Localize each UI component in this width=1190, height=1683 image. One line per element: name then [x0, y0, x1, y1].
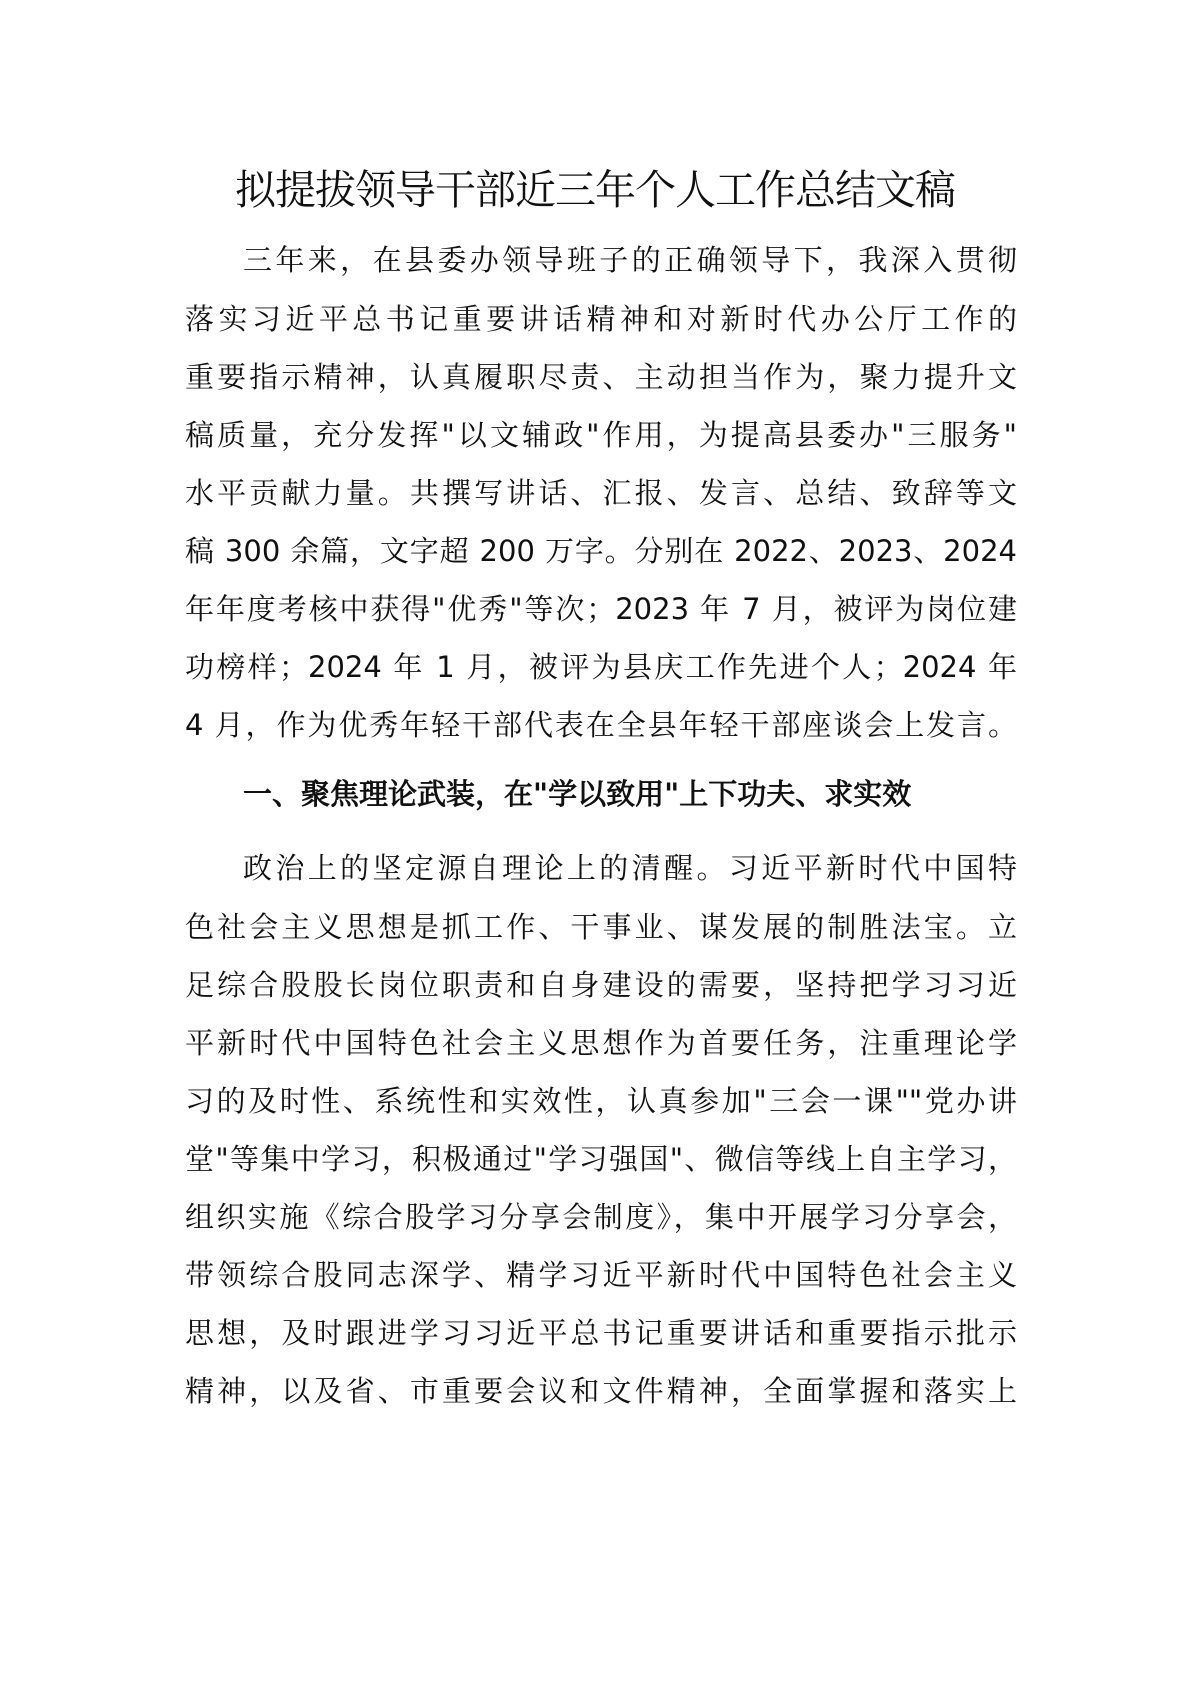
section-line: 精神，以及省、市重要会议和文件精神，全面掌握和落实上: [185, 1374, 1017, 1408]
intro-line: 三年来，在县委办领导班子的正确领导下，我深入贯彻: [243, 243, 1017, 277]
section-line: 堂"等集中学习，积极通过"学习强国"、微信等线上自主学习，: [185, 1142, 1017, 1176]
section-line: 色社会主义思想是抓工作、干事业、谋发展的制胜法宝。立: [185, 910, 1017, 944]
intro-line: 水平贡献力量。共撰写讲话、汇报、发言、总结、致辞等文: [185, 476, 1017, 510]
intro-line: 4 月，作为优秀年轻干部代表在全县年轻干部座谈会上发言。: [185, 708, 1017, 742]
section-line: 带领综合股同志深学、精学习近平新时代中国特色社会主义: [185, 1258, 1017, 1292]
section-line: 习的及时性、系统性和实效性，认真参加"三会一课""党办讲: [185, 1084, 1017, 1118]
intro-line: 功榜样；2024 年 1 月，被评为县庆工作先进个人；2024 年: [185, 650, 1017, 684]
intro-line: 年年度考核中获得"优秀"等次；2023 年 7 月，被评为岗位建: [185, 592, 1017, 626]
intro-line: 稿质量，充分发挥"以文辅政"作用，为提高县委办"三服务": [185, 418, 1017, 452]
document-title: 拟提拔领导干部近三年个人工作总结文稿: [235, 166, 955, 214]
section-line: 思想，及时跟进学习习近平总书记重要讲话和重要指示批示: [185, 1316, 1017, 1350]
section-line: 组织实施《综合股学习分享会制度》，集中开展学习分享会，: [185, 1200, 1017, 1234]
section-line: 平新时代中国特色社会主义思想作为首要任务，注重理论学: [185, 1026, 1017, 1060]
section-heading: 一、聚焦理论武装，在"学以致用"上下功夫、求实效: [243, 777, 912, 811]
section-line: 政治上的坚定源自理论上的清醒。习近平新时代中国特: [243, 851, 1017, 885]
intro-line: 稿 300 余篇，文字超 200 万字。分别在 2022、2023、2024: [185, 534, 1017, 568]
intro-line: 落实习近平总书记重要讲话精神和对新时代办公厅工作的: [185, 302, 1017, 336]
intro-line: 重要指示精神，认真履职尽责、主动担当作为，聚力提升文: [185, 360, 1017, 394]
section-line: 足综合股股长岗位职责和自身建设的需要，坚持把学习习近: [185, 968, 1017, 1002]
